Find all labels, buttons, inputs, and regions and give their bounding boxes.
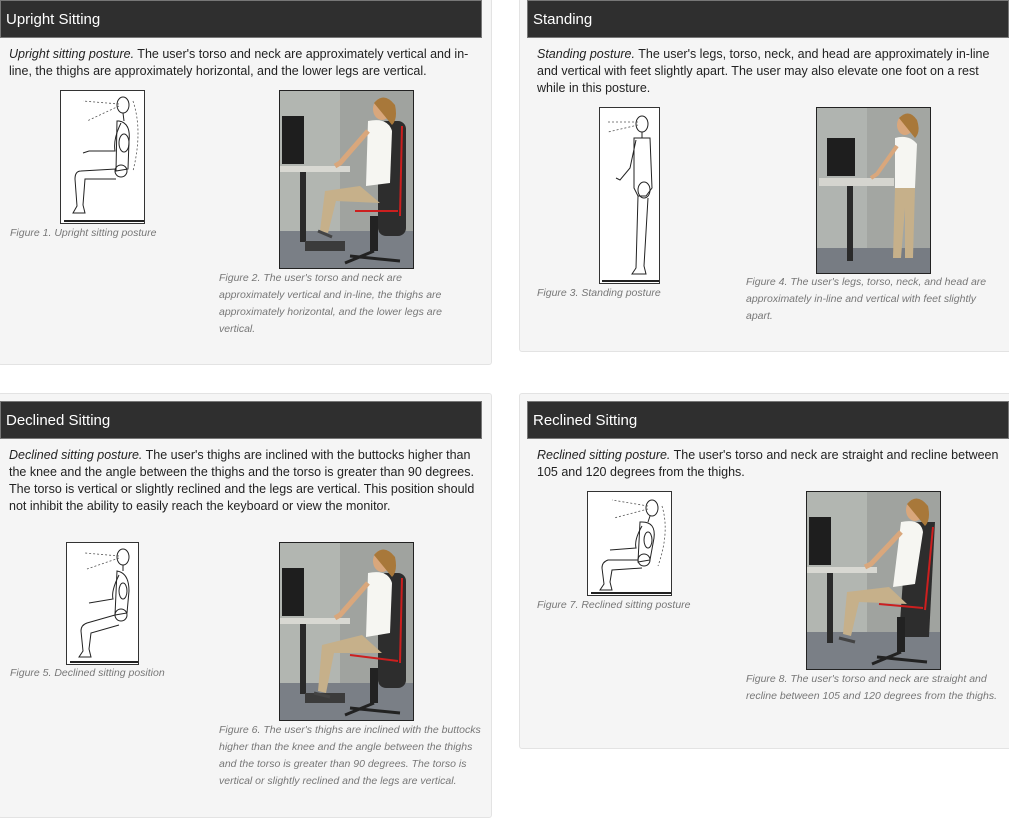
declined-sitting-photo [279, 542, 414, 721]
upright-sitting-figure [60, 90, 145, 224]
upright-sitting-photo [279, 90, 414, 269]
figure-7-caption: Figure 7. Reclined sitting posture [537, 599, 691, 611]
declined-sitting-header: Declined Sitting [0, 401, 482, 439]
standing-diagram-icon [600, 108, 659, 283]
declined-sitting-figure [66, 542, 139, 665]
figure-8-caption: Figure 8. The user's torso and neck are straight and recline between 105 and 120 degrees from the thighs. [746, 673, 998, 702]
standing-text: The user's legs, torso, neck, and head are approximately in-line and vertical with feet slightly apart. The user may also elevate one foot on a rest while in this posture. [537, 47, 990, 95]
figure-4-caption: Figure 4. The user's legs, torso, neck, and head are approximately in-line and vertical with feet slightly apart. [746, 276, 987, 322]
upright-sitting-lead: Upright sitting posture. [9, 47, 135, 61]
declined-sitting-text: The user's thighs are inclined with the buttocks higher than the knee and the angle between the thighs and the torso is greater than 90 degrees. The torso is vertical or slightly reclined and the legs are vertical. This position should not inhibit the ability to easily reach the keyboard or view the monitor. [9, 448, 475, 513]
declined-sitting-description [9, 447, 479, 515]
reclined-sitting-description [537, 447, 1002, 481]
standing-header: Standing [527, 0, 1009, 38]
figure-1-caption: Figure 1. Upright sitting posture [10, 227, 157, 239]
figure-3-caption: Figure 3. Standing posture [537, 287, 661, 299]
upright-sitting-header: Upright Sitting [0, 0, 482, 38]
upright-sitting-text: The user's torso and neck are approximately vertical and in-line, the thighs are approximately horizontal, and the lower legs are vertical. [9, 47, 469, 78]
reclined-sitting-text: The user's torso and neck are straight and recline between 105 and 120 degrees from the thighs. [537, 448, 999, 479]
standing-description [537, 46, 1002, 97]
figure-6-caption: Figure 6. The user's thighs are inclined with the buttocks higher than the knee and the angle between the thighs and the torso is greater than 90 degrees. The torso is vertical or slightly reclined and the legs are vertical. [219, 724, 481, 787]
reclined-sitting-lead: Reclined sitting posture. [537, 448, 671, 462]
standing-figure [599, 107, 660, 284]
figure-2-caption: Figure 2. The user's torso and neck are approximately vertical and in-line, the thighs are approximately horizontal, and the lower legs are vertical. [219, 272, 442, 335]
reclined-sitting-figure [587, 491, 672, 596]
reclined-sitting-header: Reclined Sitting [527, 401, 1009, 439]
reclined-sitting-photo-image [807, 492, 940, 669]
figure-5-caption: Figure 5. Declined sitting position [10, 667, 165, 679]
upright-sitting-photo-image [280, 91, 413, 268]
standing-lead: Standing posture. [537, 47, 635, 61]
reclined-sitting-diagram-icon [588, 492, 671, 595]
standing-photo-image [817, 108, 930, 273]
declined-sitting-photo-image [280, 543, 413, 720]
declined-sitting-lead: Declined sitting posture. [9, 448, 143, 462]
reclined-sitting-photo [806, 491, 941, 670]
declined-sitting-diagram-icon [67, 543, 138, 664]
standing-photo [816, 107, 931, 274]
upright-sitting-diagram-icon [61, 91, 144, 223]
upright-sitting-description [9, 46, 479, 80]
